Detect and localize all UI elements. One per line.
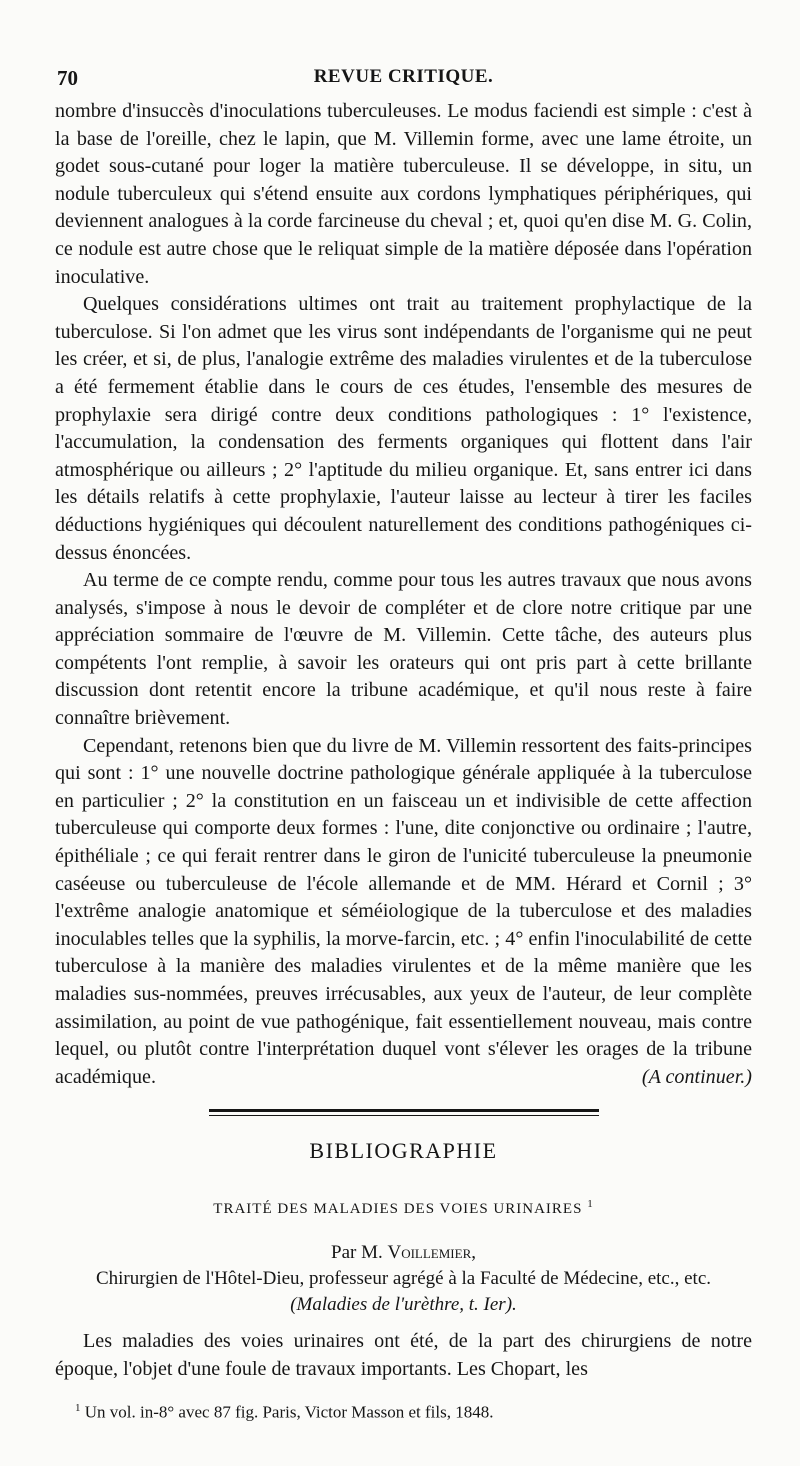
paragraph-4-text: Cependant, retenons bien que du livre de M. Villemin ressortent des faits-principes qui sont : 1° une nouvelle doctrine pathologique générale appliquée à la tuberculose en particulier ; 2° la constitution en un faisceau un et indivisible de cette affection tuberculeuse qui comporte deux formes : l'une, dite conjonctive ou ordinaire ; l'autre, épithéliale ; ce qui ferait rentrer dans le giron de l'unicité tuberculeuse la pneumonie caséeuse ou tuberculeuse de l'école allemande et de MM. Hérard et Cornil ; 3° l'extrême analogie anatomique et séméiologique de la tuberculose et des maladies inoculables telles que la syphilis, la morve-farcin, etc. ; 4° enfin l'inoculabilité de cette tuberculose à la manière des maladies virulentes et de la même manière que les maladies sus-nommées, preuves irrécusables, aux yeux de l'auteur, de leur complète assimilation, au point de vue pathogénique, fait essentiellement nouveau, mais contre lequel, ou plutôt contre l'interprétation duquel vont s'élever les orages de la tribune académique. bbox=[55, 734, 752, 1088]
author-role: Chirurgien de l'Hôtel-Dieu, professeur agrégé à la Faculté de Médecine, etc., etc. bbox=[95, 1268, 712, 1290]
book-series bbox=[55, 1292, 752, 1318]
author-name: Voillemier, bbox=[387, 1242, 476, 1264]
article-body bbox=[55, 98, 752, 1091]
footnote-text: Un vol. in-8° avec 87 fig. Paris, Victor Masson et fils, 1848. bbox=[84, 1402, 494, 1422]
book-title-footnote-marker: 1 bbox=[587, 1198, 594, 1211]
book-title bbox=[55, 1198, 752, 1218]
paragraph-1: nombre d'insuccès d'inoculations tuberculeuses. Le modus faciendi est simple : c'est à la base de l'oreille, chez le lapin, que M. Villemin forme, avec une lame étroite, un godet sous-cutané pour loger la matière tuberculeuse. Il se développe, in situ, un nodule tuberculeux qui s'étend ensuite aux cordons lymphatiques périphériques, qui deviennent analogues à la corde farcineuse du cheval ; et, quoi qu'en dise M. G. Colin, ce nodule est autre chose que le reliquat simple de la matière déposée dans l'opération inoculative. bbox=[55, 100, 752, 288]
paragraph-2: Quelques considérations ultimes ont trait au traitement prophylactique de la tuberculose. Si l'on admet que les virus sont indépendants de l'organisme qui ne peut les créer, et si, de plus, l'analogie extrême des maladies virulentes et de la tuberculose a été fermement établie dans le cours de ces études, l'ensemble des mesures de prophylaxie sera dirigé contre deux conditions pathologiques : 1° l'existence, l'accumulation, la condensation des ferments organiques qui flottent dans l'air atmosphérique ou ailleurs ; 2° l'aptitude du milieu organique. Et, sans entrer ici dans les détails relatifs à cette prophylaxie, l'auteur laisse au lecteur à tirer les faciles déductions hygiéniques qui découlent naturellement des conditions pathogéniques ci-dessus énoncées. bbox=[55, 293, 752, 564]
book-series-text: (Maladies de l'urèthre, t. Ier). bbox=[290, 1294, 517, 1316]
book-title-text: TRAITÉ DES MALADIES DES VOIES URINAIRES bbox=[213, 1201, 583, 1218]
footnote bbox=[55, 1402, 752, 1423]
footnote-marker: 1 bbox=[75, 1401, 81, 1414]
section-divider-thin bbox=[209, 1115, 599, 1116]
bibliography-intro: Les maladies des voies urinaires ont été, de la part des chirurgiens de notre époque, l'objet d'une foule de travaux importants. Les Chopart, les bbox=[55, 1330, 752, 1380]
continue-note: (A continuer.) bbox=[641, 1065, 752, 1088]
page-header bbox=[55, 58, 752, 98]
running-head: REVUE CRITIQUE. bbox=[313, 66, 494, 87]
author-prefix: Par M. bbox=[331, 1242, 383, 1264]
section-title: BIBLIOGRAPHIE bbox=[309, 1138, 498, 1164]
section-divider bbox=[209, 1109, 599, 1112]
page-number: 70 bbox=[57, 66, 78, 90]
paragraph-3: Au terme de ce compte rendu, comme pour tous les autres travaux que nous avons analysés, s'impose à nous le devoir de compléter et de clore notre critique par une appréciation sommaire de l'œuvre de M. Villemin. Cette tâche, des auteurs plus compétents l'ont remplie, à savoir les orateurs qui ont pris part à cette brillante discussion dont retentit encore la tribune académique, et qu'il nous reste à faire connaître brièvement. bbox=[55, 569, 752, 730]
paragraph-4 bbox=[55, 733, 752, 1092]
bibliography-body bbox=[55, 1328, 752, 1383]
book-author bbox=[55, 1240, 752, 1266]
